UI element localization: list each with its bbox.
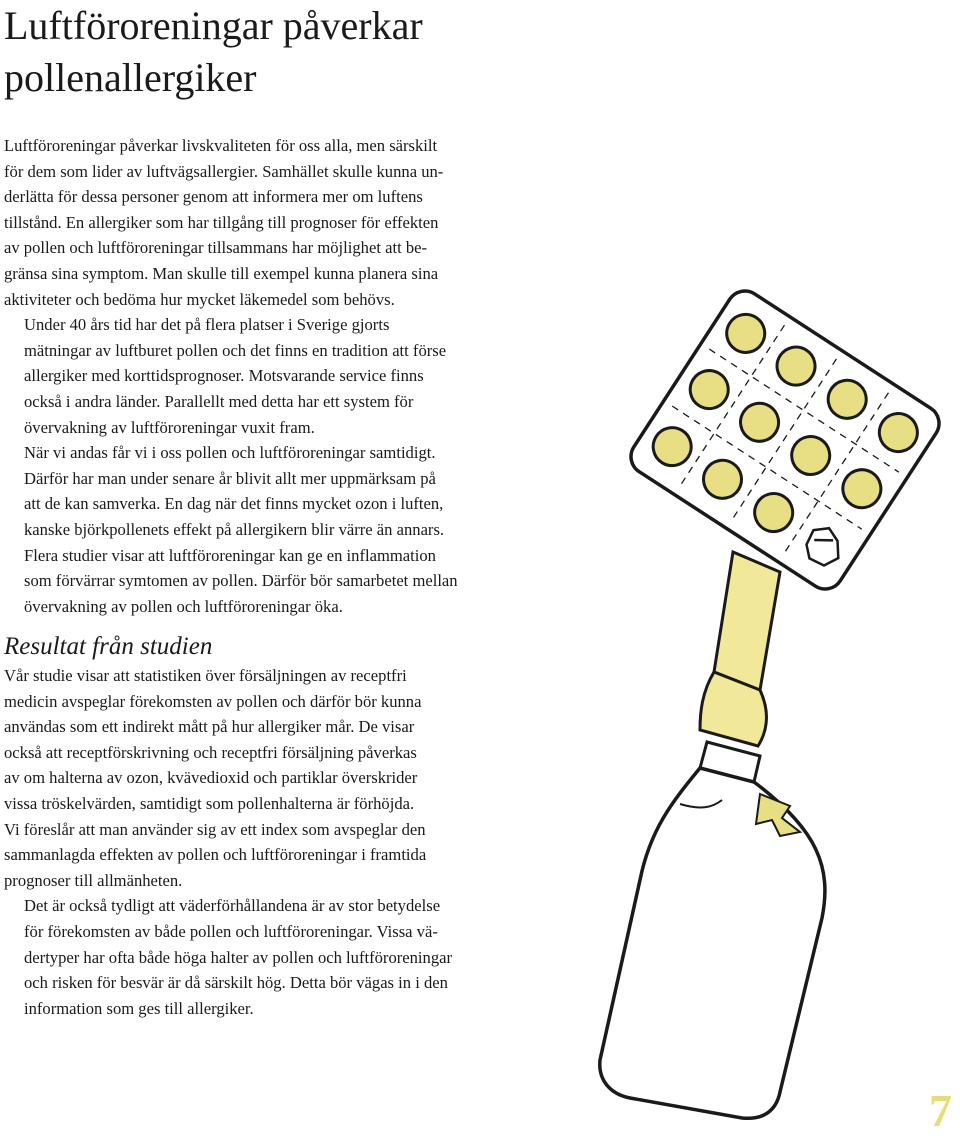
text-line: övervakning av pollen och luftföroreningar öka.	[24, 596, 343, 616]
text-line: derlätta för dessa personer genom att informera mer om luftens	[4, 187, 423, 207]
text-line: också att receptförskrivning och receptfri försäljning påverkas	[4, 742, 417, 762]
text-line: medicin avspeglar förekomsten av pollen och därför bör kunna	[4, 691, 422, 711]
text-line: prognoser till allmänheten.	[4, 870, 183, 890]
text-line: aktiviteter och bedöma hur mycket läkemedel som behövs.	[4, 289, 395, 309]
text-line: av om halterna av ozon, kvävedioxid och partiklar överskrider	[4, 768, 418, 788]
text-line: också i andra länder. Parallellt med detta har ett system för	[24, 391, 414, 411]
text-line: Vi föreslår att man använder sig av ett index som avspeglar den	[4, 819, 426, 839]
text-line: att de kan samverka. En dag när det finns mycket ozon i luften,	[24, 494, 444, 514]
nasal-spray-bottle-icon	[600, 552, 825, 1118]
text-line: Luftföroreningar påverkar livskvaliteten för oss alla, men särskilt	[4, 136, 438, 155]
text-line: dertyper har ofta både höga halter av pollen och luftföroreningar	[24, 947, 453, 967]
text-line: övervakning av luftföroreningar vuxit fram.	[24, 417, 315, 437]
text-line: gränsa sina symptom. Man skulle till exempel kunna planera sina	[4, 263, 439, 283]
text-line: sammanlagda effekten av pollen och luftföroreningar i framtida	[4, 845, 427, 865]
text-line: kanske björkpollenets effekt på allergikern blir värre än annars.	[24, 519, 445, 539]
text-line: tillstånd. En allergiker som har tillgång till prognoser för effekten	[4, 212, 439, 232]
text-line: vissa tröskelvärden, samtidigt som pollenhalterna är förhöjda.	[4, 793, 415, 813]
text-line: Under 40 års tid har det på flera platser i Sverige gjorts	[24, 315, 390, 335]
text-line: Det är också tydligt att väderförhållandena är av stor betydelse	[24, 896, 441, 916]
section-heading: Resultat från studien	[4, 633, 213, 660]
text-line: mätningar av luftburet pollen och det finns en tradition att förse	[24, 340, 447, 360]
text-line: Därför har man under senare år blivit allt mer uppmärksam på	[24, 468, 436, 488]
text-line: allergiker med korttidsprognoser. Motsvarande service finns	[24, 366, 424, 386]
text-line: för dem som lider av luftvägsallergier. Samhället skulle kunna un-	[4, 161, 444, 181]
text-line: information som ges till allergiker.	[24, 998, 254, 1018]
page-title: Luftföroreningar påverkar pollenallergiker	[4, 3, 423, 100]
text-line: för förekomsten av både pollen och luftföroreningar. Vissa vä-	[24, 921, 438, 941]
text-line: och risken för besvär är då särskilt hög. Detta bör vägas in i den	[24, 973, 448, 993]
text-line: När vi andas får vi i oss pollen och luftföroreningar samtidigt.	[24, 443, 436, 463]
text-line: som förvärrar symtomen av pollen. Därför bör samarbetet mellan	[24, 571, 458, 591]
pill-blister-pack-icon	[624, 284, 946, 596]
page-number: 7	[929, 1085, 952, 1136]
text-line: Flera studier visar att luftföroreningar kan ge en inflammation	[24, 545, 436, 565]
text-line: av pollen och luftföroreningar tillsammans har möjlighet att be-	[4, 238, 428, 258]
text-line: användas som ett indirekt mått på hur allergiker mår. De visar	[4, 717, 415, 737]
text-line: Vår studie visar att statistiken över försäljningen av receptfri	[4, 666, 407, 685]
